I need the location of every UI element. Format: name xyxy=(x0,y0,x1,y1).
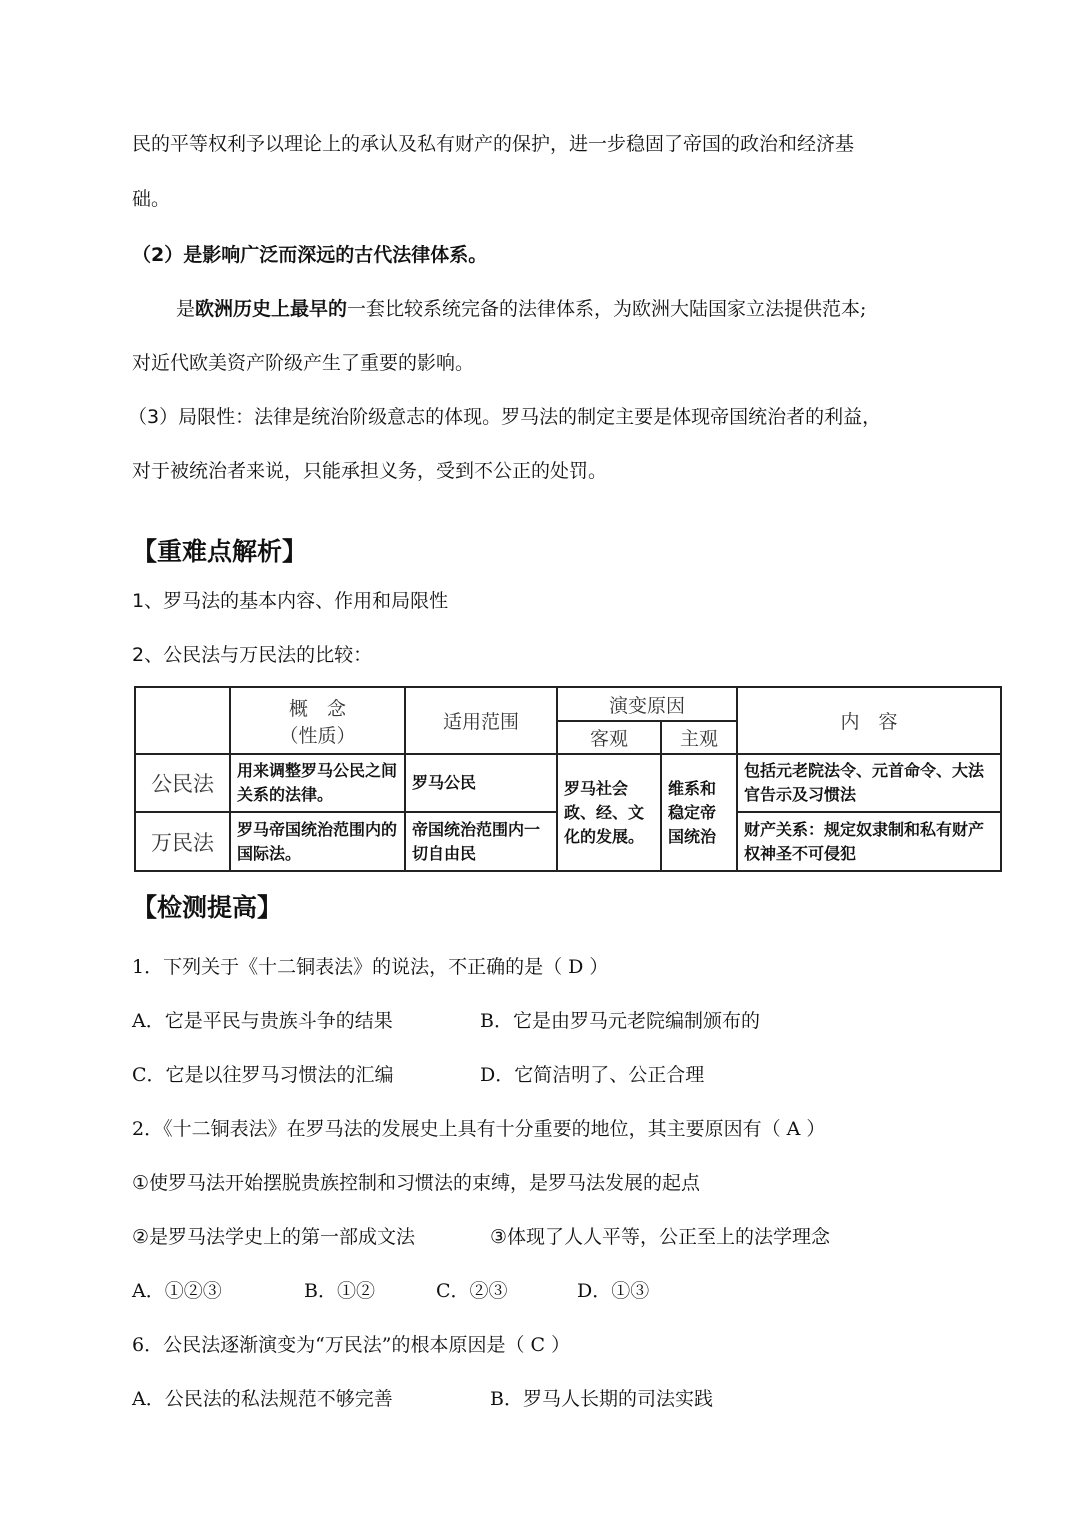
intro-line-2: 础。 xyxy=(132,188,171,210)
point2-para-rest: 一套比较系统完备的法律体系，为欧洲大陆国家立法提供范本; xyxy=(347,298,867,320)
header-subjective: 主观 xyxy=(661,721,737,754)
q1-option-d: D．它简洁明了、公正合理 xyxy=(480,1064,705,1086)
civil-law-concept: 用来调整罗马公民之间关系的法律。 xyxy=(230,754,405,812)
table-corner-cell xyxy=(135,687,230,754)
intro-line-1: 民的平等权利予以理论上的承认及私有财产的保护，进一步稳固了帝国的政治和经济基 xyxy=(132,133,855,155)
q1-option-a: A．它是平民与贵族斗争的结果 xyxy=(132,1010,393,1032)
header-concept-line-1: 概 念 xyxy=(288,697,346,720)
q1-option-b: B．它是由罗马元老院编制颁布的 xyxy=(480,1010,760,1032)
point3-line-2: 对于被统治者来说，只能承担义务，受到不公正的处罚。 xyxy=(132,460,608,482)
key-analysis-title: 【重难点解析】 xyxy=(132,537,308,566)
q2-option-b: B．①② xyxy=(304,1280,375,1302)
q1-stem: 1．下列关于《十二铜表法》的说法，不正确的是（ D ） xyxy=(132,956,609,978)
subjective-reason: 维系和稳定帝国统治 xyxy=(661,754,737,871)
q2-statement-2: ②是罗马法学史上的第一部成文法 xyxy=(132,1226,416,1248)
point2-para-line-2: 对近代欧美资产阶级产生了重要的影响。 xyxy=(132,352,475,374)
q2-option-c: C．②③ xyxy=(436,1280,508,1302)
header-scope: 适用范围 xyxy=(405,687,557,754)
civil-law-scope: 罗马公民 xyxy=(405,754,557,812)
q2-stem: 2．《十二铜表法》在罗马法的发展史上具有十分重要的地位，其主要原因有（ A ） xyxy=(132,1118,826,1140)
q6-option-b: B．罗马人长期的司法实践 xyxy=(490,1388,713,1410)
comparison-table xyxy=(134,686,1000,869)
point2-para-prefix: 是 xyxy=(176,298,196,320)
q2-option-a: A．①②③ xyxy=(132,1280,222,1302)
q6-option-a: A．公民法的私法规范不够完善 xyxy=(132,1388,393,1410)
civil-law-content: 包括元老院法令、元首命令、大法官告示及习惯法 xyxy=(737,754,1001,812)
q2-statement-1: ①使罗马法开始摆脱贵族控制和习惯法的束缚，是罗马法发展的起点 xyxy=(132,1172,701,1194)
objective-reason: 罗马社会政、经、文化的发展。 xyxy=(557,754,661,871)
q2-statement-3: ③体现了人人平等，公正至上的法学理念 xyxy=(490,1226,831,1248)
header-objective: 客观 xyxy=(557,721,661,754)
law-of-nations-concept: 罗马帝国统治范围内的国际法。 xyxy=(230,812,405,871)
q6-stem: 6．公民法逐渐演变为“万民法”的根本原因是（ C ） xyxy=(132,1334,571,1356)
point3-line-1: （3）局限性：法律是统治阶级意志的体现。罗马法的制定主要是体现帝国统治者的利益， xyxy=(128,406,882,428)
header-content: 内 容 xyxy=(737,687,1001,754)
header-concept-line-2: （性质） xyxy=(279,724,356,747)
point2-paragraph xyxy=(176,295,866,323)
point2-para-bold: 欧洲历史上最早的 xyxy=(195,298,348,320)
row-name-civil-law: 公民法 xyxy=(135,754,230,812)
q2-option-d: D．①③ xyxy=(577,1280,650,1302)
key-analysis-item-2: 2、公民法与万民法的比较： xyxy=(132,644,373,666)
header-evolution: 演变原因 xyxy=(557,687,737,721)
test-title: 【检测提高】 xyxy=(132,893,283,922)
point2-heading: （2）是影响广泛而深远的古代法律体系。 xyxy=(132,244,488,266)
law-of-nations-scope: 帝国统治范围内一切自由民 xyxy=(405,812,557,871)
row-name-law-of-nations: 万民法 xyxy=(135,812,230,871)
header-concept xyxy=(230,687,405,754)
q1-option-c: C．它是以往罗马习惯法的汇编 xyxy=(132,1064,394,1086)
law-of-nations-content: 财产关系：规定奴隶制和私有财产权神圣不可侵犯 xyxy=(737,812,1001,871)
key-analysis-item-1: 1、罗马法的基本内容、作用和局限性 xyxy=(132,590,449,612)
